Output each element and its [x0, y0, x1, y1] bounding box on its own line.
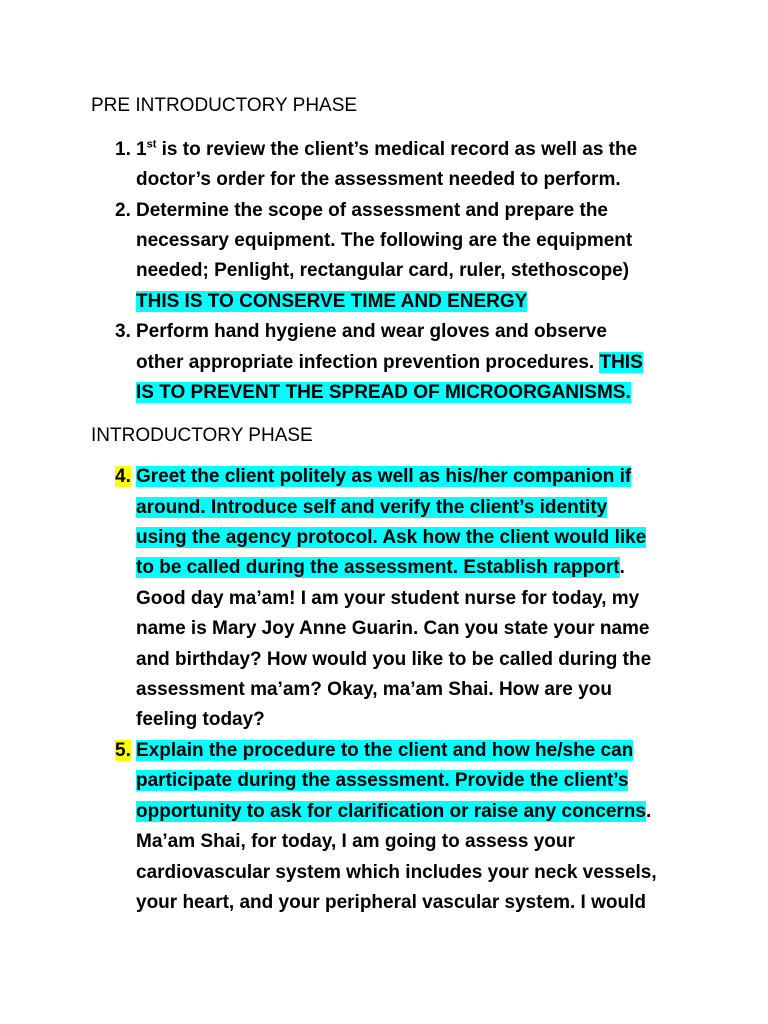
item-4-line-5: Good day ma’am! I am your student nurse for today, my — [136, 588, 640, 609]
item-2-line-1: Determine the scope of assessment and prepare the — [136, 200, 608, 221]
item-4-line-4 — [136, 553, 625, 583]
item-number-4 — [115, 462, 136, 492]
item-number-5 — [115, 736, 136, 766]
item-5-line-6: your heart, and your peripheral vascular system. I would — [136, 892, 646, 913]
item-5-line-3-period: . — [645, 801, 652, 822]
item-1-line-1 — [136, 135, 637, 165]
item-5-line-3-text: opportunity to ask for clarification or raise any concerns — [136, 801, 646, 822]
item-4-line-2 — [136, 493, 607, 523]
item-4-line-9: feeling today? — [136, 709, 265, 730]
item-4-number-highlight: 4. — [115, 466, 131, 487]
item-4-line-3-text: using the agency protocol. Ask how the client would like — [136, 527, 647, 548]
item-number-3: 3. — [115, 321, 131, 342]
item-4-line-1-text: Greet the client politely as well as his/her companion if — [136, 466, 632, 487]
item-3-highlighted-note-start: THIS — [599, 352, 643, 373]
item-number-2: 2. — [115, 200, 131, 221]
section-heading-pre-introductory: PRE INTRODUCTORY PHASE — [91, 95, 358, 116]
item-3-line-3 — [136, 378, 631, 408]
item-5-line-2 — [136, 766, 628, 796]
item-1-line-2: doctor’s order for the assessment needed to perform. — [136, 169, 621, 190]
item-4-line-2-text: around. Introduce self and verify the client’s identity — [136, 497, 608, 518]
item-4-line-7: and birthday? How would you like to be called during the — [136, 649, 652, 670]
item-4-line-1 — [136, 462, 631, 492]
item-number-1: 1. — [115, 139, 131, 160]
item-5-line-4: Ma’am Shai, for today, I am going to assess your — [136, 831, 575, 852]
item-5-line-3 — [136, 797, 651, 827]
item-5-line-1 — [136, 736, 633, 766]
item-4-line-4-text: to be called during the assessment. Establish rapport — [136, 557, 620, 578]
section-heading-introductory: INTRODUCTORY PHASE — [91, 425, 313, 446]
item-5-number-highlight: 5. — [115, 740, 131, 761]
item-3-line-2-text: other appropriate infection prevention procedures. — [136, 352, 600, 373]
item-3-highlighted-note-end: IS TO PREVENT THE SPREAD OF MICROORGANISMS. — [136, 382, 631, 403]
item-4-line-4-period: . — [619, 557, 625, 578]
item-1-line-1-text: is to review the client’s medical record as well as the — [156, 139, 638, 160]
item-4-line-3 — [136, 523, 646, 553]
item-2-line-2: necessary equipment. The following are the equipment — [136, 230, 633, 251]
item-5-line-1-text: Explain the procedure to the client and how he/she can — [136, 740, 634, 761]
item-4-line-8: assessment ma’am? Okay, ma’am Shai. How are you — [136, 679, 612, 700]
item-2-line-3: needed; Penlight, rectangular card, ruler, stethoscope) — [136, 260, 630, 281]
item-3-line-1: Perform hand hygiene and wear gloves and observe — [136, 321, 607, 342]
item-2-line-4 — [136, 287, 527, 317]
item-4-line-6: name is Mary Joy Anne Guarin. Can you state your name — [136, 618, 650, 639]
item-2-highlighted-note: THIS IS TO CONSERVE TIME AND ENERGY — [136, 291, 528, 312]
item-3-line-2 — [136, 348, 643, 378]
item-1-ordinal: 1 — [136, 139, 147, 160]
item-5-line-2-text: participate during the assessment. Provide the client’s — [136, 770, 629, 791]
item-5-line-5: cardiovascular system which includes your neck vessels, — [136, 862, 657, 883]
item-1-ordinal-suffix: st — [146, 138, 157, 151]
